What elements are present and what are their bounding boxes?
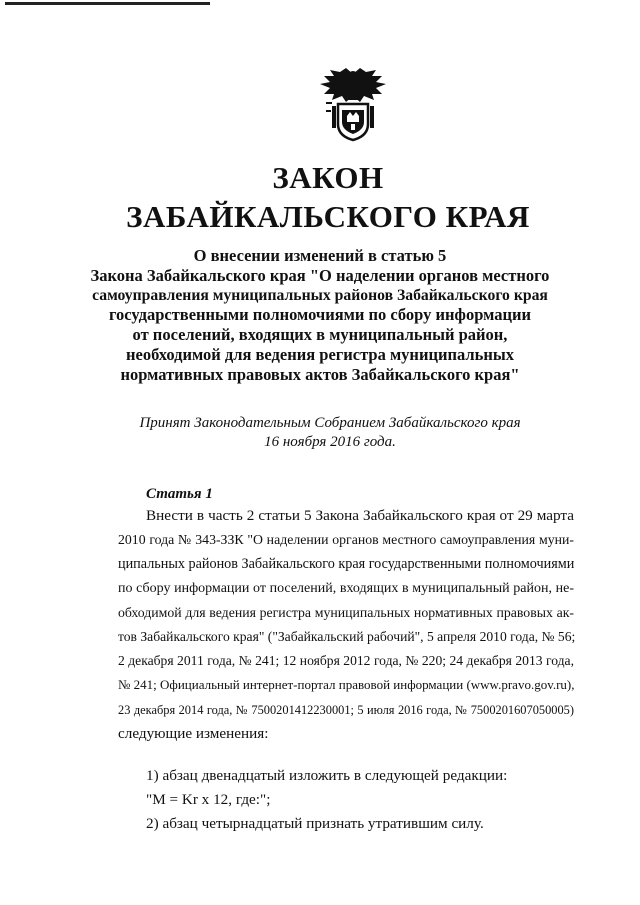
subtitle-line: Закона Забайкальского края "О наделении органов местного	[90, 265, 550, 285]
article-paragraph	[118, 504, 574, 746]
adoption-line: Принят Законодательным Собранием Забайкальского края	[139, 415, 521, 431]
article-heading: Статья 1	[146, 486, 213, 502]
law-subtitle	[90, 246, 550, 385]
law-region-title: ЗАБАЙКАЛЬСКОГО КРАЯ	[126, 199, 530, 234]
paragraph-line: № 241; Официальный интернет-портал правовой информации (www.pravo.gov.ru),	[118, 677, 575, 693]
paragraph-line: 23 декабря 2014 года, № 7500201412230001; 5 июля 2016 года, № 7500201607050005)	[118, 702, 574, 717]
article-item-formula: "М = Kr x 12, где:";	[146, 791, 271, 808]
subtitle-line: необходимой для ведения регистра муниципальных	[126, 344, 514, 364]
paragraph-line: следующие изменения:	[118, 724, 269, 742]
law-title: ЗАКОН	[272, 160, 384, 195]
adoption-note	[120, 414, 540, 452]
article-item-1: 1) абзац двенадцатый изложить в следующей редакции:	[146, 767, 508, 784]
paragraph-line: обходимой для ведения регистра муниципальных нормативных правовых ак-	[118, 604, 574, 620]
subtitle-line: государственными полномочиями по сбору информации	[108, 305, 532, 325]
subtitle-line: О внесении изменений в статью 5	[193, 246, 447, 265]
paragraph-line: 2 декабря 2011 года, № 241; 12 ноября 2012 года, № 220; 24 декабря 2013 года,	[118, 653, 574, 669]
subtitle-line: от поселений, входящих в муниципальный район,	[132, 325, 508, 345]
coat-of-arms-icon	[318, 66, 388, 142]
adoption-date: 16 ноября 2016 года.	[264, 434, 396, 450]
paragraph-line: Внести в часть 2 статьи 5 Закона Забайкальского края от 29 марта	[146, 507, 574, 524]
paragraph-line: тов Забайкальского края" ("Забайкальский рабочий", 5 апреля 2010 года, № 56;	[118, 629, 576, 645]
article-item-2: 2) абзац четырнадцатый признать утратившим силу.	[146, 815, 484, 832]
subtitle-line: самоуправления муниципальных районов Забайкальского края	[92, 286, 548, 304]
scan-artifact-line	[5, 2, 210, 5]
paragraph-line: по сбору информации от поселений, входящих в муниципальный район, не-	[118, 580, 574, 596]
paragraph-line: ципальных районов Забайкальского края государственными полномочиями	[118, 556, 575, 573]
paragraph-line: 2010 года № 343-ЗЗК "О наделении органов местного самоуправления муни-	[118, 532, 574, 548]
subtitle-line: нормативных правовых актов Забайкальского края"	[120, 364, 520, 384]
